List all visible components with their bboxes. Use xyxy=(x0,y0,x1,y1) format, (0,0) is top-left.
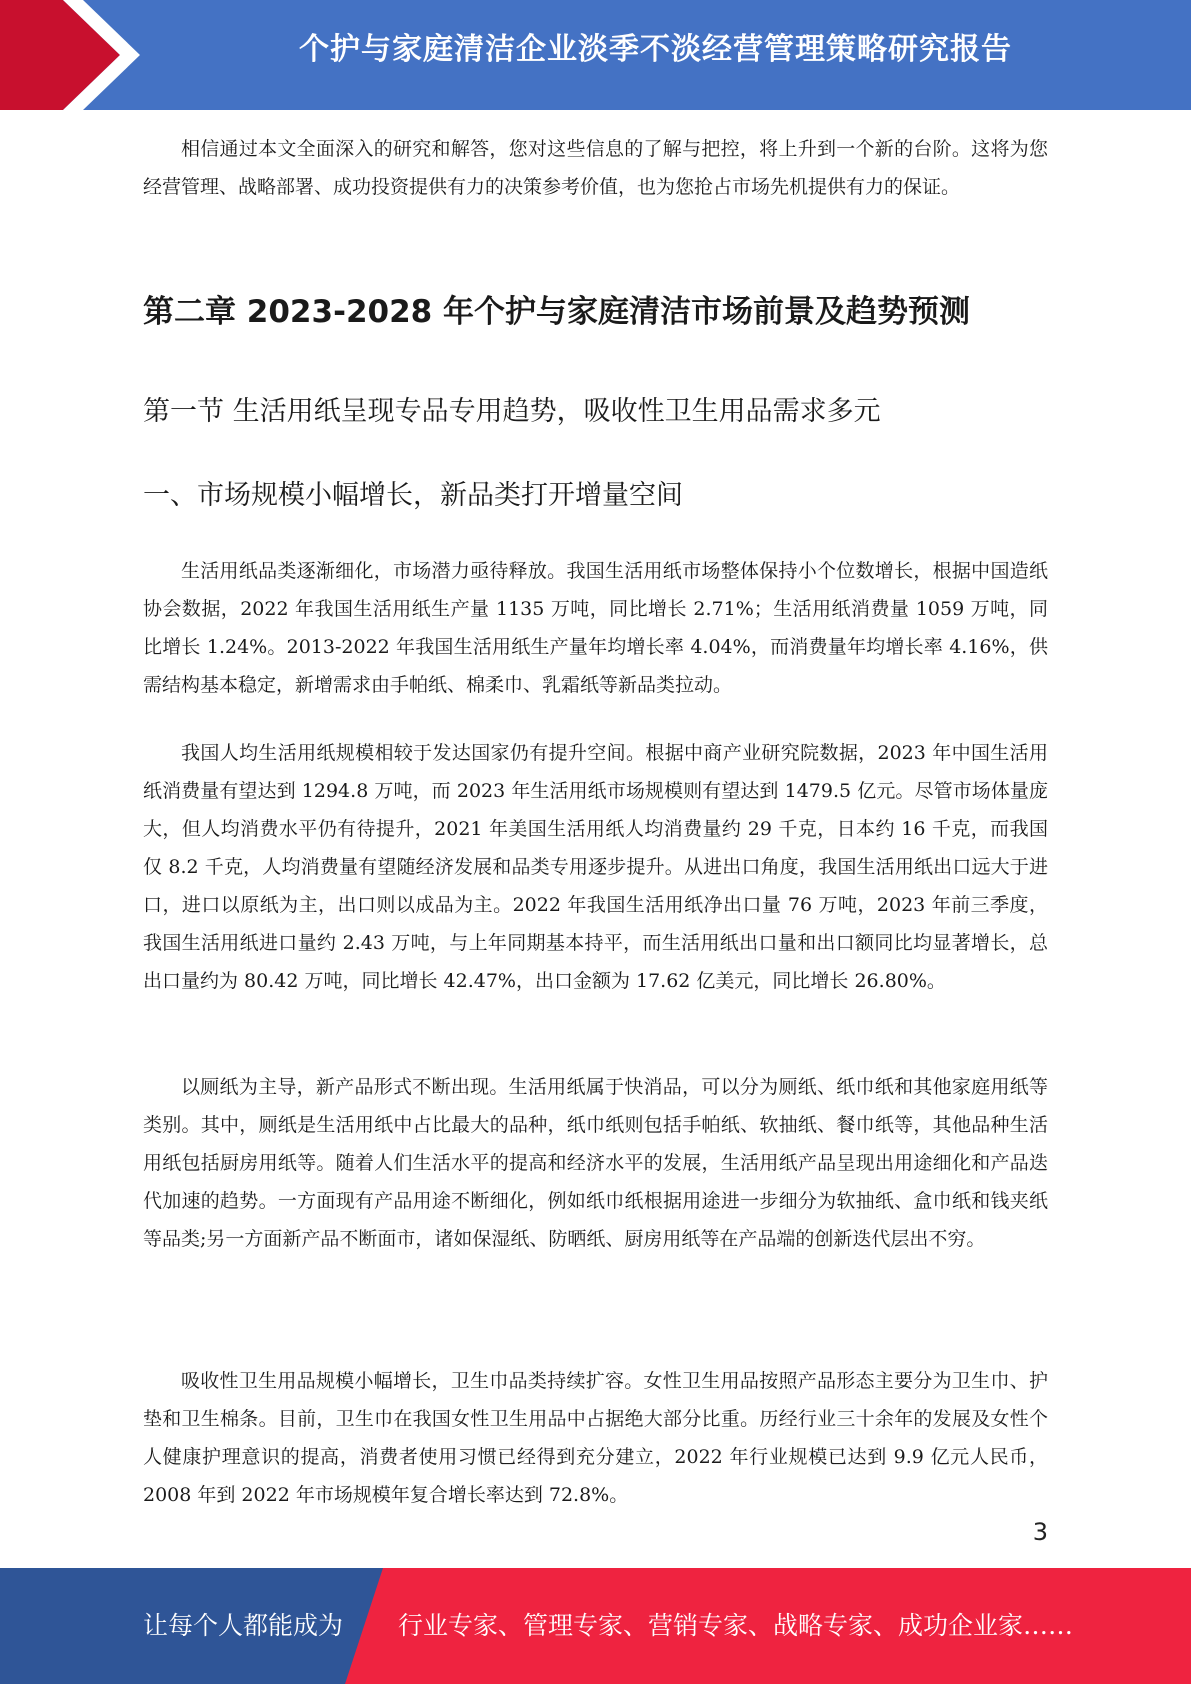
report-title: 个护与家庭清洁企业淡季不淡经营管理策略研究报告 xyxy=(299,32,1012,67)
body-paragraph: 生活用纸品类逐渐细化，市场潜力亟待释放。我国生活用纸市场整体保持小个位数增长，根据中国造纸协会数据，2022 年我国生活用纸生产量 1135 万吨，同比增长 2.71%；生活用纸消费量 1059 万吨，同比增长 1.24%。2013-2022 年我国生活用纸生产量年均增长率 4.04%，而消费量年均增长率 4.16%，供需结构基本稳定，新增需求由手帕纸、棉柔巾、乳霜纸等新品类拉动。 xyxy=(143,560,1048,696)
section-heading: 第一节 生活用纸呈现专品专用趋势，吸收性卫生用品需求多元 xyxy=(143,396,881,427)
page-footer xyxy=(0,1568,1191,1684)
section-block xyxy=(143,394,1048,430)
chapter-heading: 第二章 2023-2028 年个护与家庭清洁市场前景及趋势预测 xyxy=(143,294,971,330)
footer-slogan-right: 行业专家、管理专家、营销专家、战略专家、成功企业家…… xyxy=(398,1611,1074,1640)
intro-paragraph: 相信通过本文全面深入的研究和解答，您对这些信息的了解与把控，将上升到一个新的台阶。这将为您经营管理、战略部署、成功投资提供有力的决策参考价值，也为您抢占市场先机提供有力的保证。 xyxy=(143,138,1048,198)
subsection-heading: 一、市场规模小幅增长，新品类打开增量空间 xyxy=(143,480,683,511)
chapter-block xyxy=(143,292,1048,332)
footer-slogan-left: 让每个人都能成为 xyxy=(143,1611,344,1640)
page-header xyxy=(0,0,1191,110)
body-paragraph: 以厕纸为主导，新产品形式不断出现。生活用纸属于快消品，可以分为厕纸、纸巾纸和其他家庭用纸等类别。其中，厕纸是生活用纸中占比最大的品种，纸巾纸则包括手帕纸、软抽纸、餐巾纸等，其他品种生活用纸包括厨房用纸等。随着人们生活水平的提高和经济水平的发展，生活用纸产品呈现出用途细化和产品迭代加速的趋势。一方面现有产品用途不断细化，例如纸巾纸根据用途进一步细分为软抽纸、盒巾纸和钱夹纸等品类;另一方面新产品不断面市，诸如保湿纸、防晒纸、厨房用纸等在产品端的创新迭代层出不穷。 xyxy=(143,1076,1048,1250)
page-number: 3 xyxy=(1032,1518,1048,1546)
paragraph-block-1 xyxy=(143,552,1048,704)
subsection-block xyxy=(143,478,1048,514)
paragraph-block-3 xyxy=(143,1068,1048,1258)
paragraph-block-2 xyxy=(143,734,1048,1000)
body-paragraph: 我国人均生活用纸规模相较于发达国家仍有提升空间。根据中商产业研究院数据，2023 年中国生活用纸消费量有望达到 1294.8 万吨，而 2023 年生活用纸市场规模则有望达到 1479.5 亿元。尽管市场体量庞大，但人均消费水平仍有待提升，2021 年美国生活用纸人均消费量约 29 千克，日本约 16 千克，而我国仅 8.2 千克，人均消费量有望随经济发展和品类专用逐步提升。从进出口角度，我国生活用纸出口远大于进口，进口以原纸为主，出口则以成品为主。2022 年我国生活用纸净出口量 76 万吨，2023 年前三季度，我国生活用纸进口量约 2.43 万吨，与上年同期基本持平，而生活用纸出口量和出口额同比均显著增长，总出口量约为 80.42 万吨，同比增长 42.47%，出口金额为 17.62 亿美元，同比增长 26.80%。 xyxy=(143,742,1048,992)
intro-block xyxy=(143,130,1048,206)
paragraph-block-4 xyxy=(143,1362,1048,1514)
body-paragraph: 吸收性卫生用品规模小幅增长，卫生巾品类持续扩容。女性卫生用品按照产品形态主要分为卫生巾、护垫和卫生棉条。目前，卫生巾在我国女性卫生用品中占据绝大部分比重。历经行业三十余年的发展及女性个人健康护理意识的提高，消费者使用习惯已经得到充分建立，2022 年行业规模已达到 9.9 亿元人民币，2008 年到 2022 年市场规模年复合增长率达到 72.8%。 xyxy=(143,1370,1048,1506)
